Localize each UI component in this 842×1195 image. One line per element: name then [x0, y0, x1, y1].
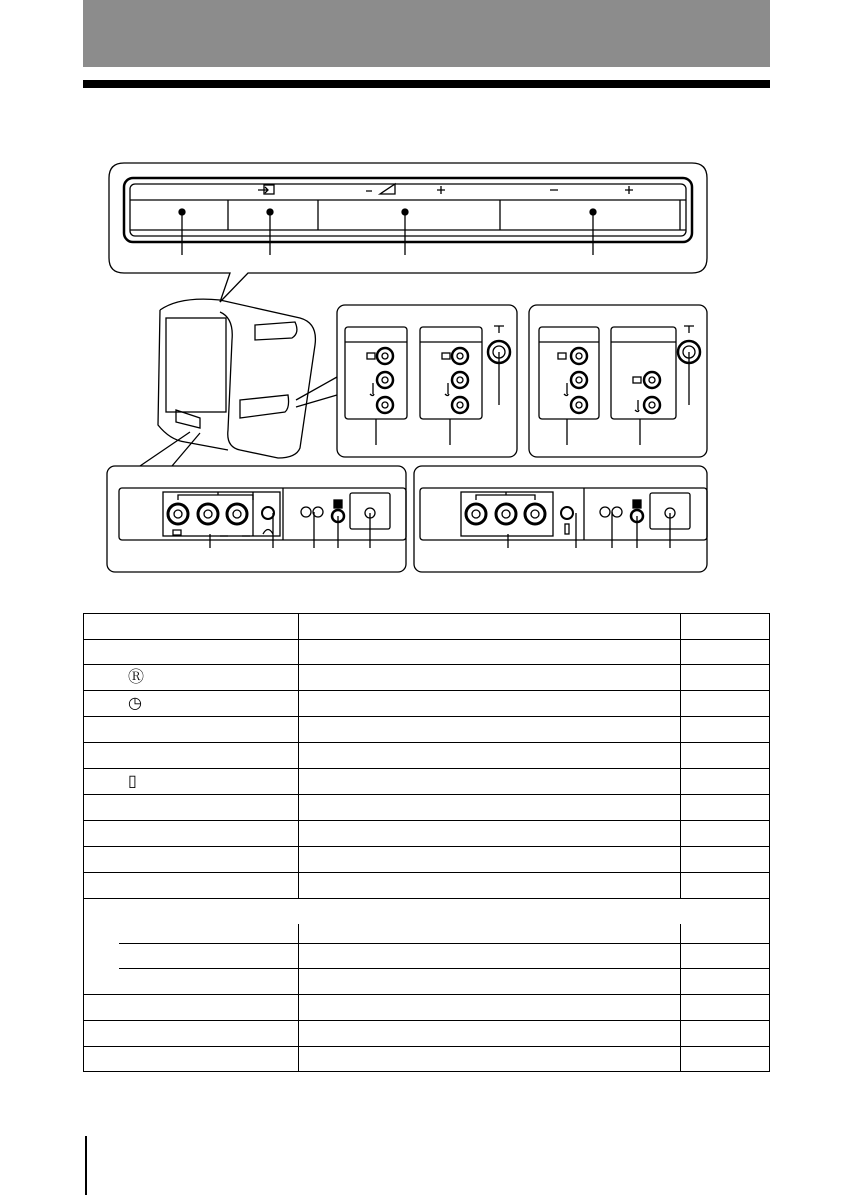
table-row [84, 821, 769, 847]
rear-panel-callout-2 [529, 305, 707, 457]
front-jacks-callout-2 [414, 466, 707, 572]
table-row [84, 969, 769, 995]
table-row [84, 639, 769, 665]
table-row [84, 691, 769, 717]
table-row [84, 1021, 769, 1047]
power-timer-icon [301, 507, 323, 517]
table-row [84, 743, 769, 769]
timer-symbol: ◷ [128, 695, 142, 712]
reference-table [83, 613, 770, 1072]
video-icon [367, 353, 375, 359]
audio-icon [370, 383, 374, 396]
table-row [84, 873, 769, 899]
tv-set-illustration [140, 299, 337, 466]
table-subrow [84, 943, 769, 969]
speaker-icon [565, 524, 569, 534]
rear-panel-callout-1 [337, 305, 517, 457]
page-margin-rule [85, 1136, 87, 1195]
table-row [84, 1047, 769, 1071]
remote-sensor-symbol: Ⓡ [128, 669, 145, 686]
input-icon [258, 185, 274, 194]
table-row [84, 995, 769, 1021]
remote-sensor-icon [334, 500, 342, 508]
table-row [84, 717, 769, 743]
table-row [84, 795, 769, 821]
front-jacks-callout-1 [107, 466, 406, 572]
table-row [84, 665, 769, 691]
front-panel-callout [109, 163, 707, 302]
speaker-symbol: ▯ [128, 773, 137, 790]
table-row [84, 614, 769, 640]
table-row [84, 769, 769, 795]
table-subrow [84, 918, 769, 944]
headphones-icon [263, 530, 273, 535]
table-row [84, 847, 769, 873]
